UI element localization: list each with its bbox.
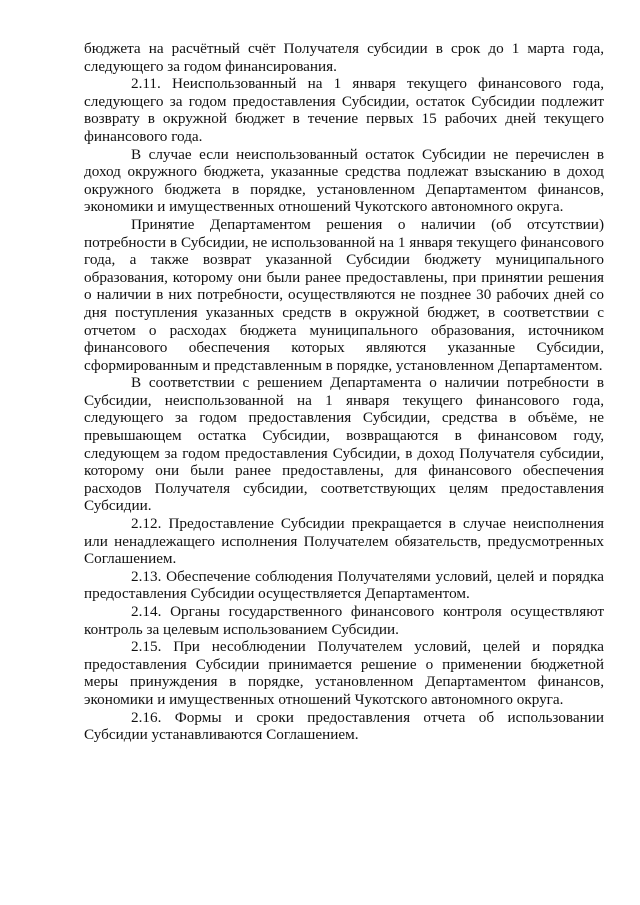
paragraph-2-12: 2.12. Предоставление Субсидии прекращается в случае неисполнения или ненадлежащего исполнения Получателем обязательств, предусмотренных Соглашением. [84,515,604,568]
paragraph-2-14: 2.14. Органы государственного финансового контроля осуществляют контроль за целевым использованием Субсидии. [84,603,604,638]
paragraph-continuation: бюджета на расчётный счёт Получателя субсидии в срок до 1 марта года, следующего за годом финансирования. [84,40,604,75]
paragraph-return: В соответствии с решением Департамента о наличии потребности в Субсидии, неиспользованной на 1 января текущего финансового года, следующего за годом предоставления Субсидии, средства в объёме, не превышающем остатка Субсидии, возвращаются в финансовом году, следующем за годом предоставления Субсидии, в доход Получателя субсидии, которому они были ранее предоставлены, для финансового обеспечения расходов Получателя субсидии, соответствующих целям предоставления Субсидии. [84,374,604,515]
paragraph-2-16: 2.16. Формы и сроки предоставления отчета об использовании Субсидии устанавливаются Соглашением. [84,708,604,744]
paragraph-2-15: 2.15. При несоблюдении Получателем условий, целей и порядка предоставления Субсидии принимается решение о применении бюджетной меры принуждения в порядке, установленном Департаментом финансов, экономики и имущественных отношений Чукотского автономного округа. [84,638,604,708]
paragraph-2-13: 2.13. Обеспечение соблюдения Получателями условий, целей и порядка предоставления Субсидии осуществляется Департаментом. [84,567,604,603]
document-page [84,40,604,744]
paragraph-recovery: В случае если неиспользованный остаток Субсидии не перечислен в доход окружного бюджета, указанные средства подлежат взысканию в доход окружного бюджета в порядке, установленном Департаментом финансов, экономики и имущественных отношений Чукотского автономного округа. [84,145,604,216]
paragraph-2-11: 2.11. Неиспользованный на 1 января текущего финансового года, следующего за годом предоставления Субсидии, остаток Субсидии подлежит возврату в окружной бюджет в течение первых 15 рабочих дней текущего финансового года. [84,75,604,145]
paragraph-decision: Принятие Департаментом решения о наличии (об отсутствии) потребности в Субсидии, не использованной на 1 января текущего финансового года, а также возврат указанной Субсидии бюджету муниципального образования, которому они были ранее предоставлены, при принятии решения о наличии в них потребности, осуществляются не позднее 30 рабочих дней со дня поступления указанных средств в окружной бюджет, в соответствии с отчетом о расходах бюджета муниципального образования, источником финансового обеспечения которых являются указанные Субсидии, сформированным и представленным в порядке, установленном Департаментом. [84,215,604,374]
